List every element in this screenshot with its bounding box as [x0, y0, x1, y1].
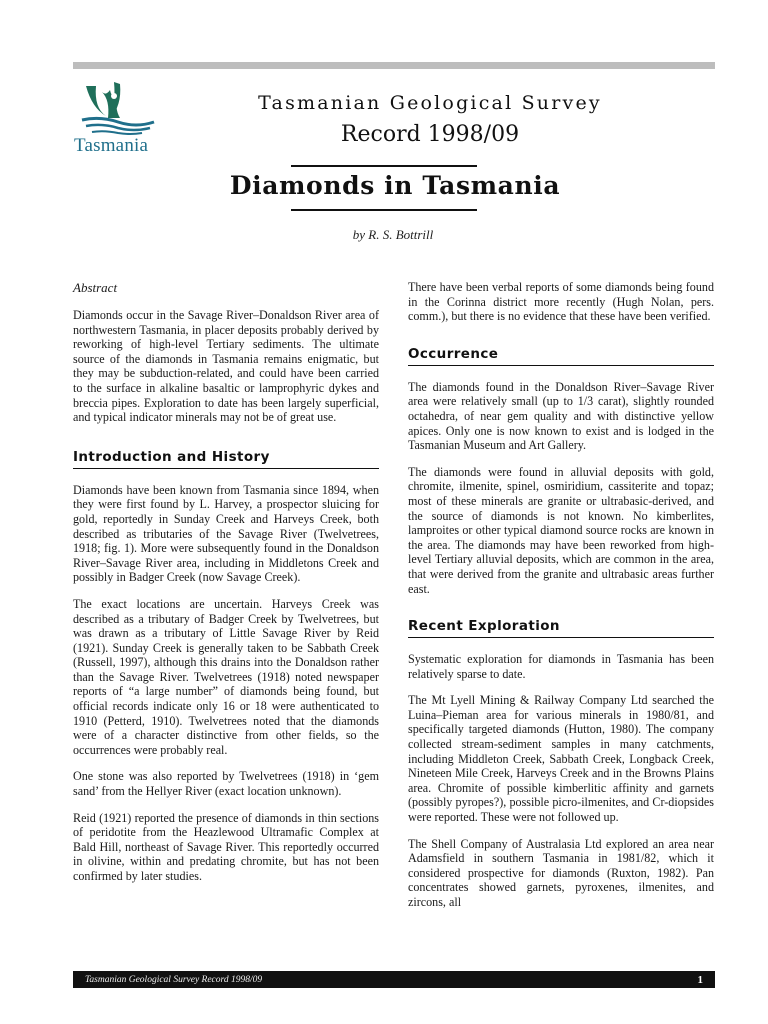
- recent-exploration-heading: Recent Exploration: [408, 618, 714, 638]
- left-column: [73, 280, 379, 896]
- intro-paragraph-3: One stone was also reported by Twelvetrees (1918) in ‘gem sand’ from the Hellyer River (exact location unknown).: [73, 769, 379, 799]
- intro-paragraph-4: Reid (1921) reported the presence of diamonds in thin sections of peridotite from the Heazlewood Ultramafic Complex at Bald Hill, northeast of Savage River. This reportedly occurred in olivine, within and predating chromite, but has not been confirmed by later studies.: [73, 810, 379, 883]
- intro-paragraph-1: Diamonds have been known from Tasmania since 1894, when they were first found by L. Harvey, a prospector sluicing for gold, reportedly in Sunday Creek and Harveys Creek, both described as tributaries of the Savage River (Twelvetrees, 1918; fig. 1). More were subsequently found in the Donaldson River–Savage River area, including in Middletons Creek and possibly in Badger Creek (now Savage Creek).: [73, 482, 379, 585]
- occurrence-paragraph-2: The diamonds were found in alluvial deposits with gold, chromite, ilmenite, spinel, osmiridium, cassiterite and topaz; most of these minerals are granite or ultrabasic-derived, and the source of diamonds is not known. No kimberlites, lamproites or other typical diamond source rocks are known in the area. The diamonds may have been reworked from high-level Tertiary alluvial deposits, which are common in the area, that were derived from the granite and ultrabasic areas further east.: [408, 464, 714, 596]
- verbal-reports-paragraph: There have been verbal reports of some diamonds being found in the Corinna district more recently (Hugh Nolan, pers. comm.), but there is no evidence that these have been verified.: [408, 280, 714, 324]
- logo-text: Tasmania: [74, 135, 149, 156]
- exploration-paragraph-1: Systematic exploration for diamonds in Tasmania has been relatively sparse to date.: [408, 652, 714, 681]
- title-rule-top: [291, 165, 477, 167]
- exploration-paragraph-3: The Shell Company of Australasia Ltd explored an area near Adamsfield in southern Tasmania in 1981/82, which it considered prospective for diamonds (Ruxton, 1982). Pan concentrates showed garnets, pyroxenes, ilmenites, and zircons, all: [408, 836, 714, 909]
- top-rule: [73, 62, 715, 69]
- right-column: [408, 280, 714, 922]
- exploration-paragraph-2: The Mt Lyell Mining & Railway Company Ltd searched the Luina–Pieman area for various minerals in 1980/81, and specifically targeted diamonds (Hutton, 1980). The company collected stream-sediment samples in many catchments, including Middleton Creek, Sabbath Creek, Longback Creek, Nineteen Mile Creek, Harveys Creek and in the Browns Plains area. Chromite of possible kimberlitic affinity and garnets (possibly pyropes?), possible picro-ilmenites, and Cr-diopsides were reported. These were not followed up.: [408, 693, 714, 825]
- thylacine-emblem-icon: [74, 78, 164, 138]
- series-name: Tasmanian Geological Survey: [258, 92, 602, 114]
- record-number: Record 1998/09: [340, 122, 520, 147]
- footer-text: Tasmanian Geological Survey Record 1998/09: [85, 974, 263, 985]
- author: by R. S. Bottrill: [352, 227, 434, 242]
- title-rule-bottom: [291, 209, 477, 211]
- occurrence-heading: Occurrence: [408, 346, 714, 366]
- page-title: Diamonds in Tasmania: [229, 171, 561, 200]
- intro-heading: Introduction and History: [73, 449, 379, 469]
- footer-bar: [73, 971, 715, 988]
- page-number: 1: [697, 973, 703, 986]
- abstract-text: Diamonds occur in the Savage River–Donaldson River area of northwestern Tasmania, in placer deposits probably derived by reworking of high-level Tertiary sediments. The ultimate source of the diamonds in Tasmania remains enigmatic, but they may be subduction-related, and could have been carried to the surface in alkaline basaltic or lamprophyric dykes and breccia pipes. Exploration to date has been largely superficial, and typical indicator minerals may not be of great use.: [73, 308, 379, 425]
- abstract-heading: Abstract: [73, 280, 118, 295]
- intro-paragraph-2: The exact locations are uncertain. Harveys Creek was described as a tributary of Badger Creek by Twelvetrees, but was drawn as a tributary of Little Savage River by Reid (1921). Sunday Creek is generally taken to be Sabbath Creek (Russell, 1997), although this drains into the Donaldson rather than the Savage River. Twelvetrees (1918) noted newspaper reports of “a large number” of diamonds being found, but official records indicate only 16 or 18 were authenticated to 1910 (Petterd, 1910). Twelvetrees noted that the diamonds were of a character distinctive from other fields, so the occurrences were probably real.: [73, 596, 379, 757]
- tasmania-logo: [74, 78, 164, 156]
- occurrence-paragraph-1: The diamonds found in the Donaldson River–Savage River area were relatively small (up to 1/3 carat), slightly rounded octahedra, of near gem quality and with distinctive yellow apices. Only one is now known to exist and is lodged in the Tasmanian Museum and Art Gallery.: [408, 379, 714, 453]
